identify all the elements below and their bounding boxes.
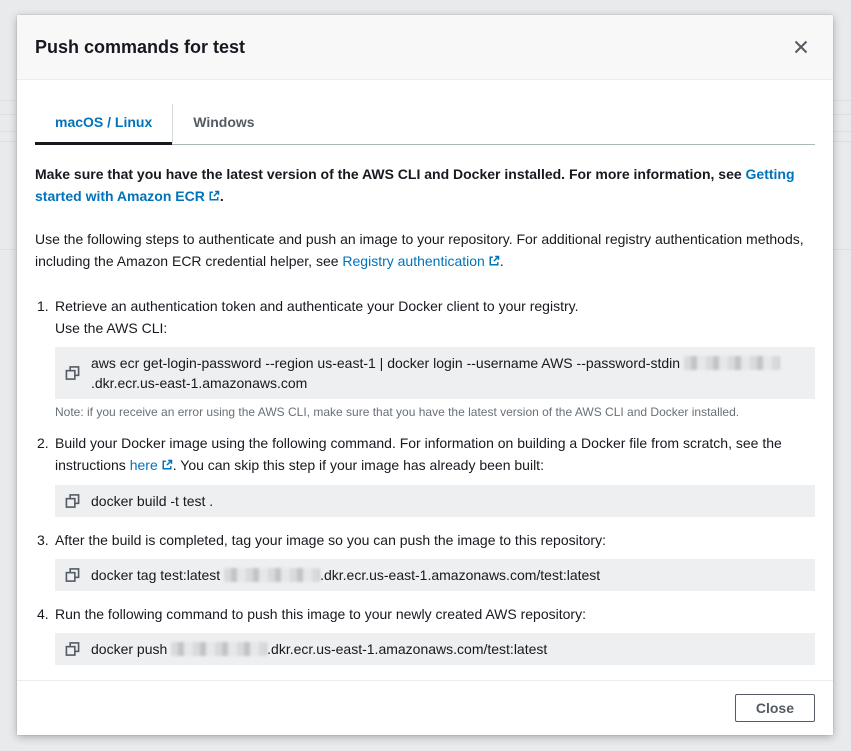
- step-2: [35, 432, 815, 517]
- step-3: [35, 529, 815, 591]
- intro-paragraph-bold: Make sure that you have the latest version of the AWS CLI and Docker installed. For more information, see Getting started with Amazon ECR .: [35, 163, 815, 208]
- redacted-account-id: [684, 356, 780, 370]
- cli-error-note: Note: if you receive an error using the AWS CLI, make sure that you have the latest version of the AWS CLI and Docker installed.: [55, 405, 740, 419]
- intro-text: Make sure that you have the latest version of the AWS CLI and Docker installed. For more information, see: [35, 166, 746, 182]
- code-block-build: docker build -t test .: [55, 485, 815, 517]
- close-button[interactable]: Close: [735, 694, 815, 722]
- intro-text-2: Use the following steps to authenticate and push an image to your repository. For additional registry authentication methods, including the Amazon ECR credential helper, see: [35, 231, 804, 269]
- getting-started-link[interactable]: Getting started with Amazon ECR: [35, 166, 795, 204]
- redacted-account-id: [171, 642, 267, 656]
- external-link-icon: [208, 186, 220, 208]
- step-2-text: Build your Docker image using the following command. For information on building a Docker file from scratch, see the instructions here . You can skip this step if your image has already been built:: [55, 432, 815, 477]
- modal-header: [17, 15, 833, 80]
- copy-icon[interactable]: [65, 494, 80, 509]
- registry-authentication-link[interactable]: Registry authentication: [342, 253, 499, 269]
- code-block-login: aws ecr get-login-password --region us-east-1 | docker login --username AWS --password-stdin .dkr.ecr.us-east-1.amazonaws.com: [55, 347, 815, 399]
- intro-paragraph: Use the following steps to authenticate and push an image to your repository. For additional registry authentication methods, including the Amazon ECR credential helper, see Registry authentication .: [35, 228, 815, 273]
- step-1: [35, 295, 815, 420]
- modal-body: [17, 80, 833, 680]
- step-number: 2.: [37, 435, 49, 451]
- push-steps-list: [35, 295, 815, 665]
- external-link-icon: [488, 251, 500, 273]
- copy-icon[interactable]: [65, 642, 80, 657]
- step-number: 3.: [37, 532, 49, 548]
- tab-bar: [35, 104, 815, 145]
- tab-windows[interactable]: Windows: [172, 104, 274, 145]
- modal-footer: [17, 680, 833, 735]
- push-commands-modal: [17, 15, 833, 735]
- copy-icon[interactable]: [65, 366, 80, 381]
- code-block-push: docker push .dkr.ecr.us-east-1.amazonaws.com/test:latest: [55, 633, 815, 665]
- step-1-text: Retrieve an authentication token and authenticate your Docker client to your registry.: [55, 298, 579, 314]
- code-block-tag: docker tag test:latest .dkr.ecr.us-east-1.amazonaws.com/test:latest: [55, 559, 815, 591]
- external-link-icon: [161, 455, 173, 477]
- step-1-subtext: Use the AWS CLI:: [55, 320, 168, 336]
- redacted-account-id: [224, 568, 320, 582]
- step-number: 4.: [37, 606, 49, 622]
- close-icon[interactable]: [789, 35, 813, 59]
- modal-title: Push commands for test: [35, 36, 246, 57]
- tab-macos-linux[interactable]: macOS / Linux: [35, 104, 172, 145]
- step-4-text: Run the following command to push this image to your newly created AWS repository:: [55, 606, 586, 622]
- step-number: 1.: [37, 298, 49, 314]
- step-3-text: After the build is completed, tag your image so you can push the image to this repository:: [55, 532, 606, 548]
- here-link[interactable]: here: [130, 457, 173, 473]
- step-4: [35, 603, 815, 665]
- copy-icon[interactable]: [65, 568, 80, 583]
